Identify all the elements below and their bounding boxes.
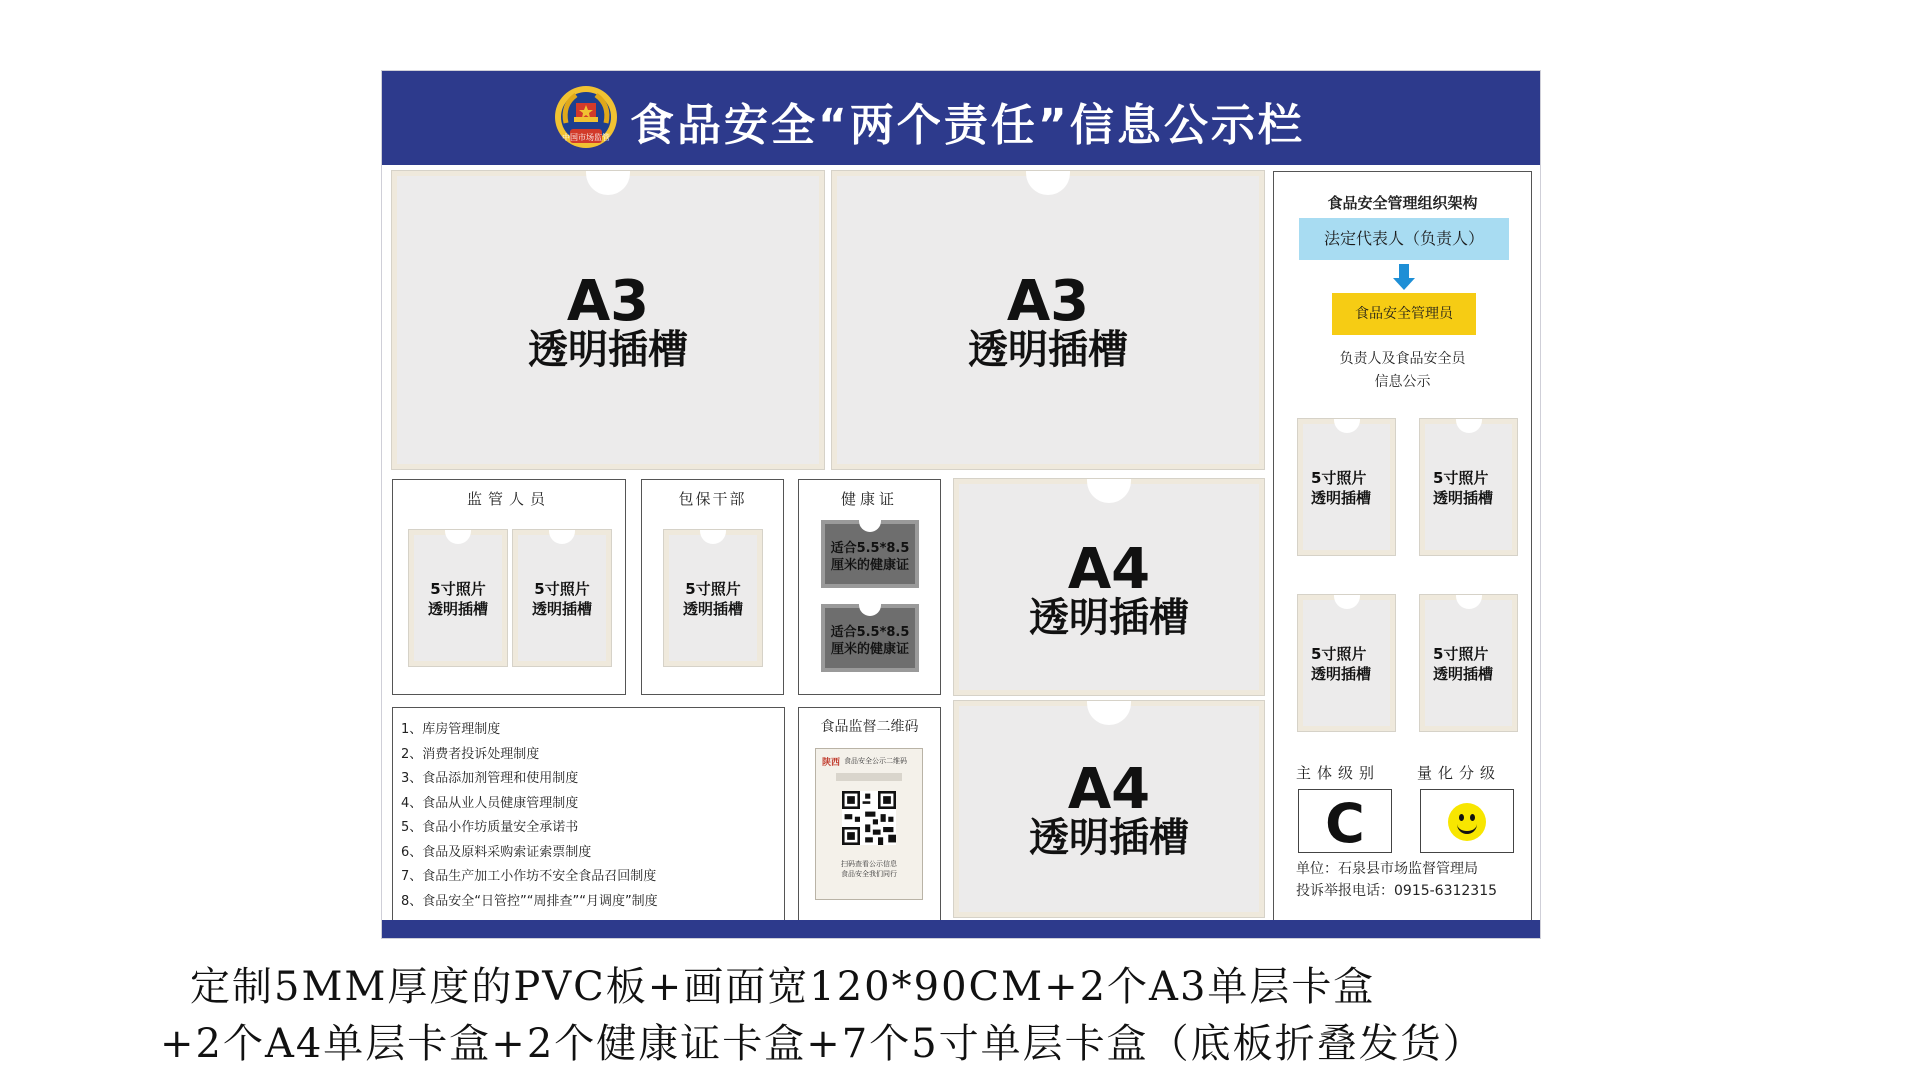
a3-slot-left	[392, 171, 824, 469]
slot-notch	[549, 530, 575, 544]
a3-label: A3	[1006, 269, 1090, 334]
photo-slot	[664, 530, 762, 666]
photo-label: 5寸照片	[1311, 645, 1367, 663]
photo-caption: 透明插槽	[682, 600, 743, 618]
slot-notch	[1087, 479, 1131, 503]
health-cert-text: 适合5.5*8.5 厘米的健康证	[830, 625, 910, 657]
slot-notch	[1087, 701, 1131, 725]
qr-title: 食品监督二维码	[820, 719, 919, 735]
grade-label: 主体级别	[1296, 764, 1381, 782]
grade-value: C	[1325, 792, 1365, 855]
cadres-title: 包保干部	[678, 490, 747, 508]
org-title: 食品安全管理组织架构	[1327, 194, 1478, 212]
health-cert-slot	[821, 520, 919, 588]
org-unit-info: 单位：石泉县市场监督管理局 投诉举报电话：0915-6312315	[1296, 861, 1498, 899]
qr-card-footer-1: 扫码查看公示信息	[841, 860, 897, 868]
board-header	[382, 71, 1540, 165]
grade-box	[1298, 789, 1392, 853]
photo-label: 5寸照片	[534, 580, 590, 598]
slot-notch	[1456, 419, 1482, 433]
photo-caption: 透明插槽	[427, 600, 488, 618]
rules-panel	[392, 707, 785, 921]
qr-card-heading: 食品安全公示二维码	[844, 757, 907, 765]
photo-caption: 透明插槽	[1433, 665, 1494, 683]
a4-slot-bottom	[954, 701, 1264, 917]
photo-slot	[1298, 419, 1395, 555]
a4-slot-top	[954, 479, 1264, 695]
photo-slot	[1420, 595, 1517, 731]
board-title: 食品安全“两个责任”信息公示栏	[630, 100, 1305, 151]
a4-label: A4	[1067, 757, 1151, 822]
legal-rep-box: 法定代表人（负责人）	[1299, 218, 1509, 260]
photo-slot	[1298, 595, 1395, 731]
slot-notch	[1334, 419, 1360, 433]
slot-notch	[859, 604, 881, 616]
rule-item: 2、消费者投诉处理制度	[401, 746, 540, 762]
health-cert-text: 适合5.5*8.5 厘米的健康证	[830, 541, 910, 573]
photo-slot	[409, 530, 507, 666]
rules-list	[401, 718, 658, 914]
slot-notch	[859, 520, 881, 532]
photo-label: 5寸照片	[1311, 469, 1367, 487]
photo-caption: 透明插槽	[531, 600, 592, 618]
slot-caption: 透明插槽	[1029, 595, 1189, 641]
rule-item: 8、食品安全“日管控”“周排查”“月调度”制度	[401, 893, 658, 909]
slot-caption: 透明插槽	[528, 327, 688, 373]
photo-slot	[1420, 419, 1517, 555]
emblem-text: 中国市场监管	[562, 133, 610, 142]
info-board	[381, 70, 1541, 939]
supervisors-title: 监管人员	[466, 490, 551, 508]
manager-box: 食品安全管理员	[1332, 293, 1476, 335]
caption-line-1: 定制5MM厚度的PVC板+画面宽120*90CM+2个A3单层卡盒	[190, 964, 1376, 1010]
slot-notch	[445, 530, 471, 544]
qr-card-footer-2: 食品安全我们同行	[841, 870, 897, 878]
a4-label: A4	[1067, 537, 1151, 602]
a3-slot-right	[832, 171, 1264, 469]
photo-label: 5寸照片	[430, 580, 486, 598]
health-cert-title: 健康证	[840, 490, 898, 508]
arrow-down-icon	[1399, 264, 1409, 282]
caption-line-2: +2个A4单层卡盒+2个健康证卡盒+7个5寸单层卡盒（底板折叠发货）	[160, 1021, 1485, 1067]
quant-label: 量化分级	[1417, 764, 1502, 782]
cadres-panel	[641, 479, 784, 695]
board-footer-bar	[382, 920, 1540, 938]
qr-panel	[798, 707, 941, 921]
slot-notch	[586, 171, 630, 195]
photo-label: 5寸照片	[1433, 469, 1489, 487]
health-cert-panel	[798, 479, 941, 695]
emblem-icon	[552, 83, 620, 155]
rule-item: 1、库房管理制度	[401, 722, 501, 737]
photo-label: 5寸照片	[1433, 645, 1489, 663]
slot-caption: 透明插槽	[1029, 815, 1189, 861]
slot-notch	[1026, 171, 1070, 195]
photo-caption: 透明插槽	[1311, 665, 1372, 683]
qr-code-icon	[842, 791, 896, 845]
slot-notch	[1334, 595, 1360, 609]
rule-item: 6、食品及原料采购索证索票制度	[401, 844, 592, 860]
photo-slot	[513, 530, 611, 666]
slot-caption: 透明插槽	[968, 327, 1128, 373]
slot-notch	[700, 530, 726, 544]
slot-notch	[1456, 595, 1482, 609]
rule-item: 4、食品从业人员健康管理制度	[401, 795, 579, 811]
rule-item: 3、食品添加剂管理和使用制度	[401, 771, 579, 786]
qr-card-brand: 陕西	[822, 758, 841, 768]
health-cert-slot	[821, 604, 919, 672]
org-panel	[1273, 171, 1532, 921]
photo-caption: 透明插槽	[1311, 489, 1372, 507]
rule-item: 5、食品小作坊质量安全承诺书	[401, 820, 579, 835]
qr-card	[815, 748, 923, 900]
rule-item: 7、食品生产加工小作坊不安全食品召回制度	[401, 869, 657, 884]
smiley-icon	[1448, 803, 1486, 841]
supervisors-panel	[392, 479, 626, 695]
photo-caption: 透明插槽	[1433, 489, 1494, 507]
org-subtitle: 负责人及食品安全员 信息公示	[1339, 351, 1466, 390]
quant-box	[1420, 789, 1514, 853]
a3-label: A3	[566, 269, 650, 334]
qr-card-strip	[836, 773, 902, 781]
photo-label: 5寸照片	[685, 580, 741, 598]
